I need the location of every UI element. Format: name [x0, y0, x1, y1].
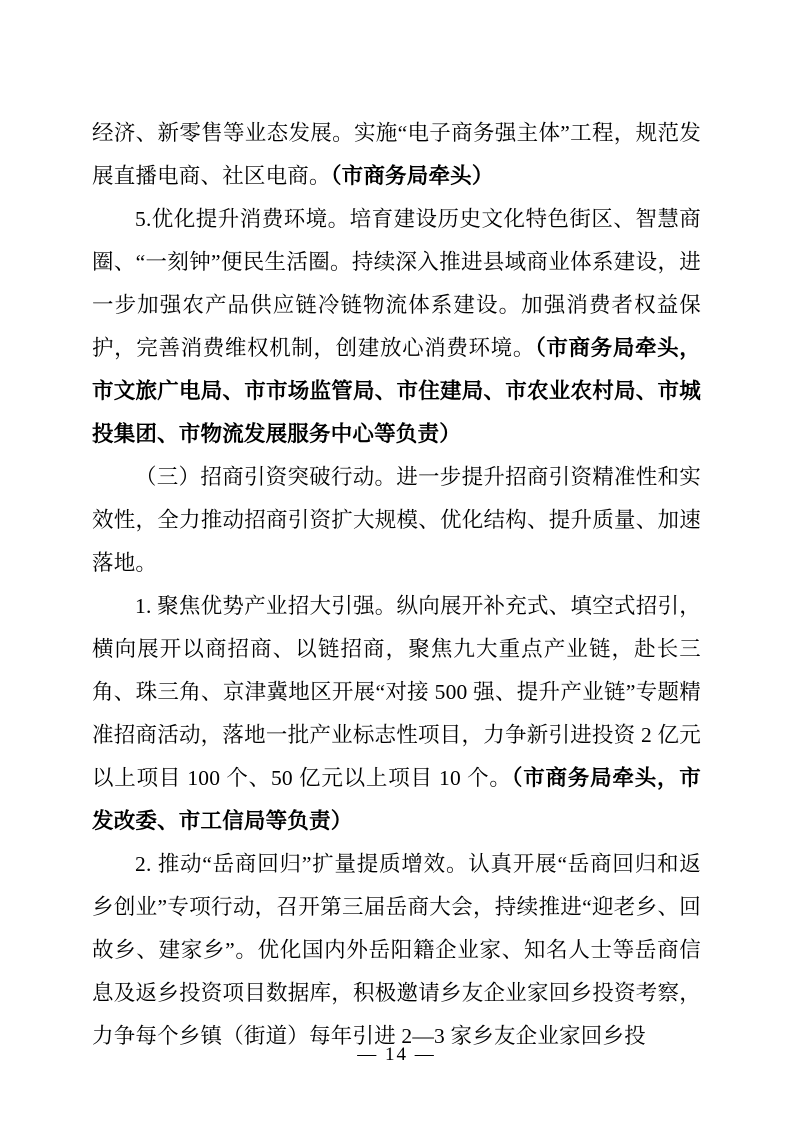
- responsible-units-run: （市商务局牵头，市文旅广电局、市市场监管局、市住建局、市农业农村局、市城投集团、市物流发展服务中心等负责）: [92, 336, 701, 446]
- paragraph-continued: [92, 112, 701, 198]
- responsible-units-run: （市商务局牵头）: [330, 164, 494, 188]
- paragraph-section-3: [92, 456, 701, 585]
- text-run: 2. 推动“岳商回归”扩量提质增效。认真开展“岳商回归和返乡创业”专项行动，召开第三届岳商大会，持续推进“迎老乡、回故乡、建家乡”。优化国内外岳阳籍企业家、知名人士等岳商信息及返乡投资项目数据库，积极邀请乡友企业家回乡投资考察，力争每个乡镇（街道）每年引进 2—3 家乡友企业家回乡投: [92, 852, 701, 1048]
- paragraph-item-1: [92, 585, 701, 843]
- text-run: （三）招商引资突破行动。进一步提升招商引资精准性和实效性，全力推动招商引资扩大规模、优化结构、提升质量、加速落地。: [92, 465, 701, 575]
- text-run: 5.优化提升消费环境。培育建设历史文化特色街区、智慧商圈、“一刻钟”便民生活圈。持续深入推进县域商业体系建设，进一步加强农产品供应链冷链物流体系建设。加强消费者权益保护，完善消费维权机制，创建放心消费环境。: [92, 207, 701, 360]
- paragraph-item-5: [92, 198, 701, 456]
- responsible-units-run: （市商务局牵头，市发改委、市工信局等负责）: [92, 766, 701, 833]
- paragraph-item-2: [92, 843, 701, 1058]
- page-number: — 14 —: [357, 1044, 436, 1065]
- page-footer: [0, 1044, 793, 1066]
- document-body: [92, 112, 701, 1058]
- text-run: 1. 聚焦优势产业招大引强。纵向展开补充式、填空式招引，横向展开以商招商、以链招商，聚焦九大重点产业链，赴长三角、珠三角、京津冀地区开展“对接 500 强、提升产业链”专题精准招商活动，落地一批产业标志性项目，力争新引进投资 2 亿元以上项目 100 个、50 亿元以上项目 10 个。: [92, 594, 701, 790]
- text-run: 经济、新零售等业态发展。实施“电子商务强主体”工程，规范发展直播电商、社区电商。: [92, 121, 701, 188]
